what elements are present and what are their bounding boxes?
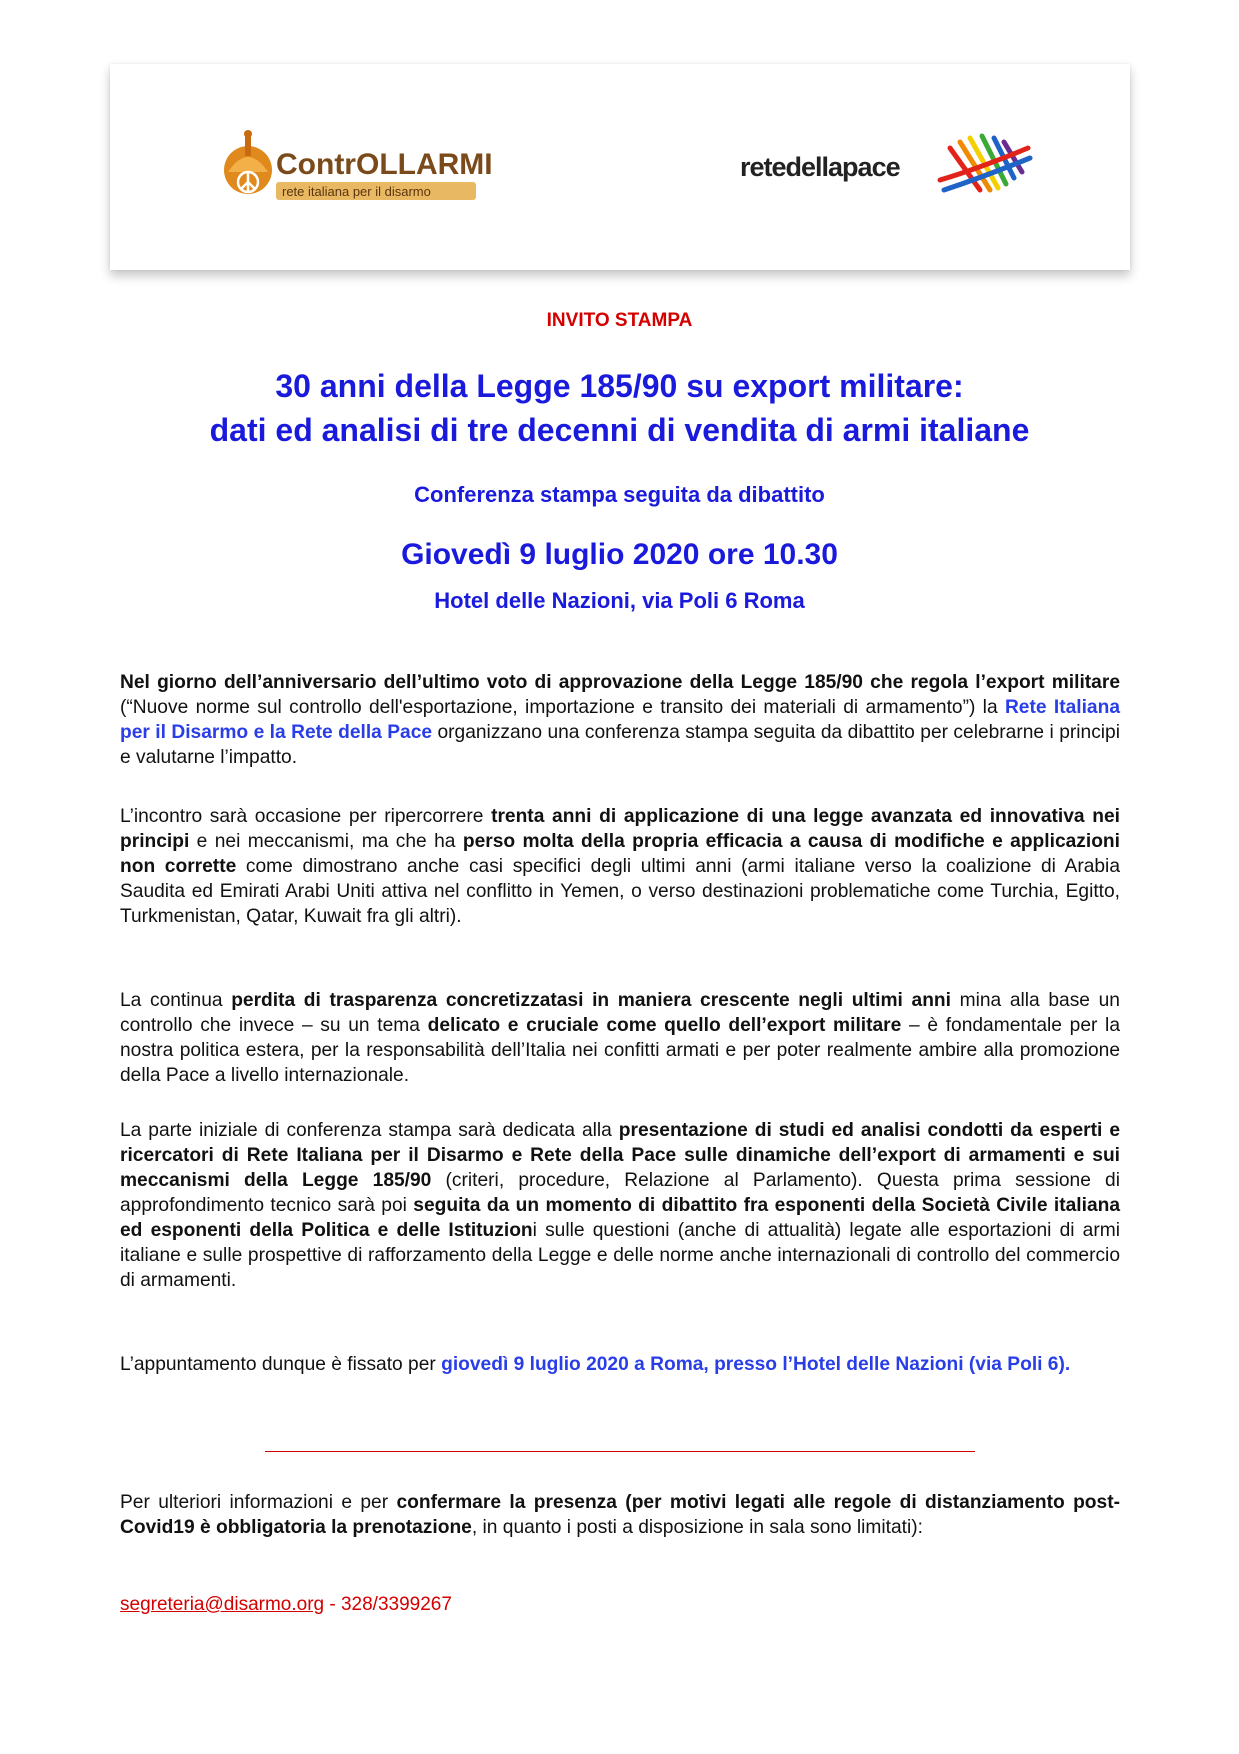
title-line-1: 30 anni della Legge 185/90 su export militare: bbox=[275, 368, 964, 404]
paragraph-5 bbox=[120, 1352, 1120, 1377]
p4-bold-2: seguita da un momento di dibattito fra esponenti della Società Civile italiana ed esponenti della Politica e delle Istituzion bbox=[120, 1195, 1121, 1241]
p3-text-3: – è fondamentale per la nostra politica estera, per la responsabilità dell’Italia nei confitti armati e per poter realmente ambire alla promozione della Pace a livello internazionale. bbox=[120, 1015, 1120, 1086]
page-title bbox=[0, 364, 1239, 452]
contact-line bbox=[120, 1594, 452, 1616]
paragraph-3 bbox=[120, 988, 1120, 1088]
p1-bold-1: Nel giorno dell’anniversario dell’ultimo voto di approvazione della Legge 185/90 che regola l’export militare bbox=[120, 672, 1120, 693]
p5-highlight-1: giovedì 9 luglio 2020 a Roma, presso l’Hotel delle Nazioni (via Poli 6). bbox=[441, 1354, 1071, 1375]
p3-bold-1: perdita di trasparenza concretizzatasi in maniera crescente negli ultimi anni bbox=[231, 990, 951, 1011]
p6-text-1: Per ulteriori informazioni e per bbox=[120, 1492, 397, 1513]
p2-text-1: L’incontro sarà occasione per ripercorrere bbox=[120, 806, 492, 827]
p5-text-1: L’appuntamento dunque è fissato per bbox=[120, 1354, 442, 1375]
p6-text-2: , in quanto i posti a disposizione in sala sono limitati): bbox=[471, 1517, 923, 1538]
p2-bold-1: trenta anni di applicazione di una legge avanzata ed innovativa nei principi bbox=[120, 806, 1120, 852]
retedellapace-brand: retedellapace bbox=[740, 152, 900, 182]
controllarmi-brand: ContrOLLARMI bbox=[276, 148, 493, 181]
p2-text-3: come dimostrano anche casi specifici degli ultimi anni (armi italiane verso la coalizione di Arabia Saudita ed Emirati Arabi Uniti attiva nel conflitto in Yemen, o verso destinazioni problematiche come Turchia, Egitto, Turkmenistan, Qatar, Kuwait fra gli altri). bbox=[120, 856, 1120, 927]
p3-text-1: La continua bbox=[120, 990, 232, 1011]
p3-text-2: mina alla base un controllo che invece – su un tema bbox=[120, 990, 1120, 1036]
p4-text-1: La parte iniziale di conferenza stampa sarà dedicata alla bbox=[120, 1120, 619, 1141]
subtitle: Conferenza stampa seguita da dibattito bbox=[414, 482, 825, 507]
paragraph-4 bbox=[120, 1118, 1120, 1293]
retedellapace-logo bbox=[740, 128, 1040, 208]
invito-label: INVITO STAMPA bbox=[546, 310, 693, 331]
title-line-2: dati ed analisi di tre decenni di vendita di armi italiane bbox=[209, 412, 1030, 448]
paragraph-6 bbox=[120, 1490, 1120, 1540]
header-banner bbox=[110, 64, 1130, 270]
event-date: Giovedì 9 luglio 2020 ore 10.30 bbox=[401, 538, 838, 571]
red-divider bbox=[265, 1451, 975, 1452]
paragraph-2 bbox=[120, 804, 1120, 929]
event-venue: Hotel delle Nazioni, via Poli 6 Roma bbox=[434, 588, 805, 613]
p1-text-1: (“Nuove norme sul controllo dell'esportazione, importazione e transito dei materiali di armamento”) la bbox=[120, 697, 1005, 718]
phone-number: - 328/3399267 bbox=[324, 1594, 452, 1615]
p3-bold-2: delicato e cruciale come quello dell’export militare bbox=[427, 1015, 902, 1036]
paragraph-1 bbox=[120, 670, 1120, 770]
controllarmi-tagline: rete italiana per il disarmo bbox=[282, 184, 431, 199]
p6-bold-1: confermare la presenza (per motivi legati alle regole di distanziamento post-Covid19 è obbligatoria la prenotazione bbox=[120, 1492, 1120, 1538]
p1-highlight-1: Rete Italiana per il Disarmo e la Rete della Pace bbox=[120, 697, 1120, 743]
p2-text-2: e nei meccanismi, ma che ha bbox=[189, 831, 463, 852]
email-link[interactable]: segreteria@disarmo.org bbox=[120, 1594, 325, 1615]
p2-bold-2: perso molta della propria efficacia a causa di modifiche e applicazioni non corrette bbox=[120, 831, 1120, 877]
p4-text-3: i sulle questioni (anche di attualità) legate alle esportazioni di armi italiane e sulle prospettive di rafforzamento della Legge e delle norme anche internazionali di controllo del commercio di armamenti. bbox=[120, 1220, 1120, 1291]
rainbow-weave-icon bbox=[940, 136, 1030, 190]
p4-text-2: (criteri, procedure, Relazione al Parlamento). Questa prima sessione di approfondimento tecnico sarà poi bbox=[120, 1170, 1120, 1216]
controllarmi-logo bbox=[214, 122, 514, 212]
p4-bold-1: presentazione di studi ed analisi condotti da esperti e ricercatori di Rete Italiana per il Disarmo e Rete della Pace sulle dinamiche dell’export di armamenti e sui meccanismi della Legge 185/90 bbox=[120, 1120, 1120, 1191]
p1-text-2: organizzano una conferenza stampa seguita da dibattito per celebrarne i principi e valutarne l’impatto. bbox=[120, 722, 1120, 768]
